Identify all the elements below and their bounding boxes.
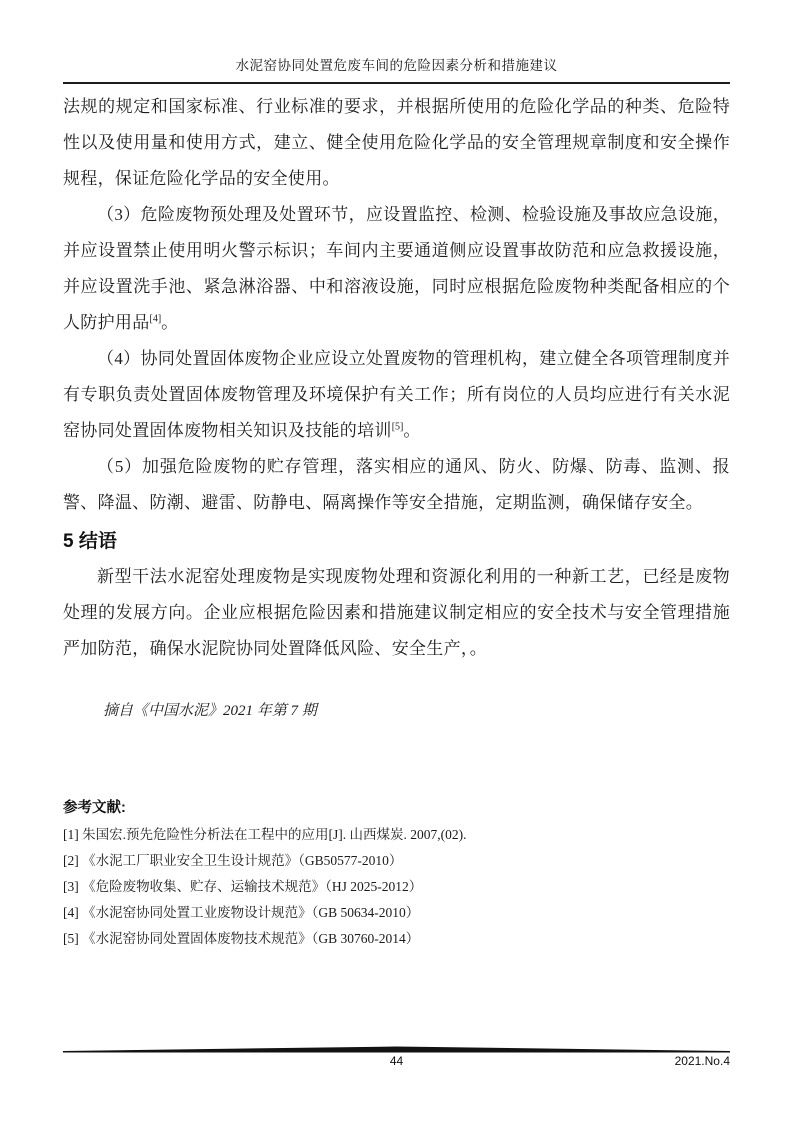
reference-item: [2] 《水泥工厂职业安全卫生设计规范》（GB50577-2010）	[63, 853, 403, 868]
reference-item: [4] 《水泥窑协同处置工业废物设计规范》（GB 50634-2010）	[63, 905, 420, 920]
paragraph-text: （5）加强危险废物的贮存管理，落实相应的通风、防火、防爆、防毒、监测、报警、降温、防潮、避雷、防静电、隔离操作等安全措施，定期监测，确保储存安全。	[63, 457, 730, 512]
paragraph-text: （4）协同处置固体废物企业应设立处置废物的管理机构，建立健全各项管理制度并有专职负责处置固体废物管理及环境保护有关工作；所有岗位的人员均应进行有关水泥窑协同处置固体废物相关知识及技能的培训	[63, 349, 730, 440]
page-number: 44	[389, 1054, 404, 1068]
citation-superscript: [5]	[391, 421, 404, 433]
paragraph-text: （3）危险废物预处理及处置环节，应设置监控、检测、检验设施及事故应急设施，并应设置禁止使用明火警示标识；车间内主要通道侧应设置事故防范和应急救援设施，并应设置洗手池、紧急淋浴器、中和溶液设施，同时应根据危险废物种类配备相应的个人防护用品	[63, 205, 730, 332]
page-content	[63, 89, 730, 952]
reference-item: [5] 《水泥窑协同处置固体废物技术规范》（GB 30760-2014）	[63, 931, 420, 946]
body-paragraph	[63, 197, 730, 341]
page-header	[63, 0, 730, 84]
references-heading: 参考文献:	[63, 800, 126, 816]
running-header-title: 水泥窑协同处置危废车间的危险因素分析和措施建议	[235, 58, 558, 73]
paragraph-tail: 。	[161, 313, 179, 332]
source-note: 摘自《中国水泥》2021 年第 7 期	[103, 703, 317, 719]
paragraph-text: 法规的规定和国家标准、行业标准的要求，并根据所使用的危险化学品的种类、危险特性以及使用量和使用方式，建立、健全使用危险化学品的安全管理规章制度和安全操作规程，保证危险化学品的安全使用。	[63, 97, 730, 188]
footer-row	[63, 1054, 730, 1072]
reference-item: [3] 《危险废物收集、贮存、运输技术规范》（HJ 2025-2012）	[63, 879, 423, 894]
section-heading: 5 结语	[63, 531, 117, 552]
body-paragraph	[63, 449, 730, 521]
issue-label: 2021.No.4	[674, 1054, 730, 1068]
body-paragraph	[63, 341, 730, 449]
footer-rule	[63, 1046, 730, 1053]
citation-superscript: [4]	[149, 313, 162, 325]
body-paragraph	[63, 89, 730, 197]
references-section	[63, 797, 730, 952]
paragraph-tail: 。	[403, 421, 421, 440]
reference-item: [1] 朱国宏.预先危险性分析法在工程中的应用[J]. 山西煤炭. 2007,(02).	[63, 827, 467, 842]
conclusion-paragraph	[63, 559, 730, 667]
page-footer	[63, 1046, 730, 1072]
paragraph-text: 新型干法水泥窑处理废物是实现废物处理和资源化利用的一种新工艺，已经是废物处理的发展方向。企业应根据危险因素和措施建议制定相应的安全技术与安全管理措施严加防范，确保水泥院协同处置降低风险、安全生产，。	[63, 567, 730, 658]
